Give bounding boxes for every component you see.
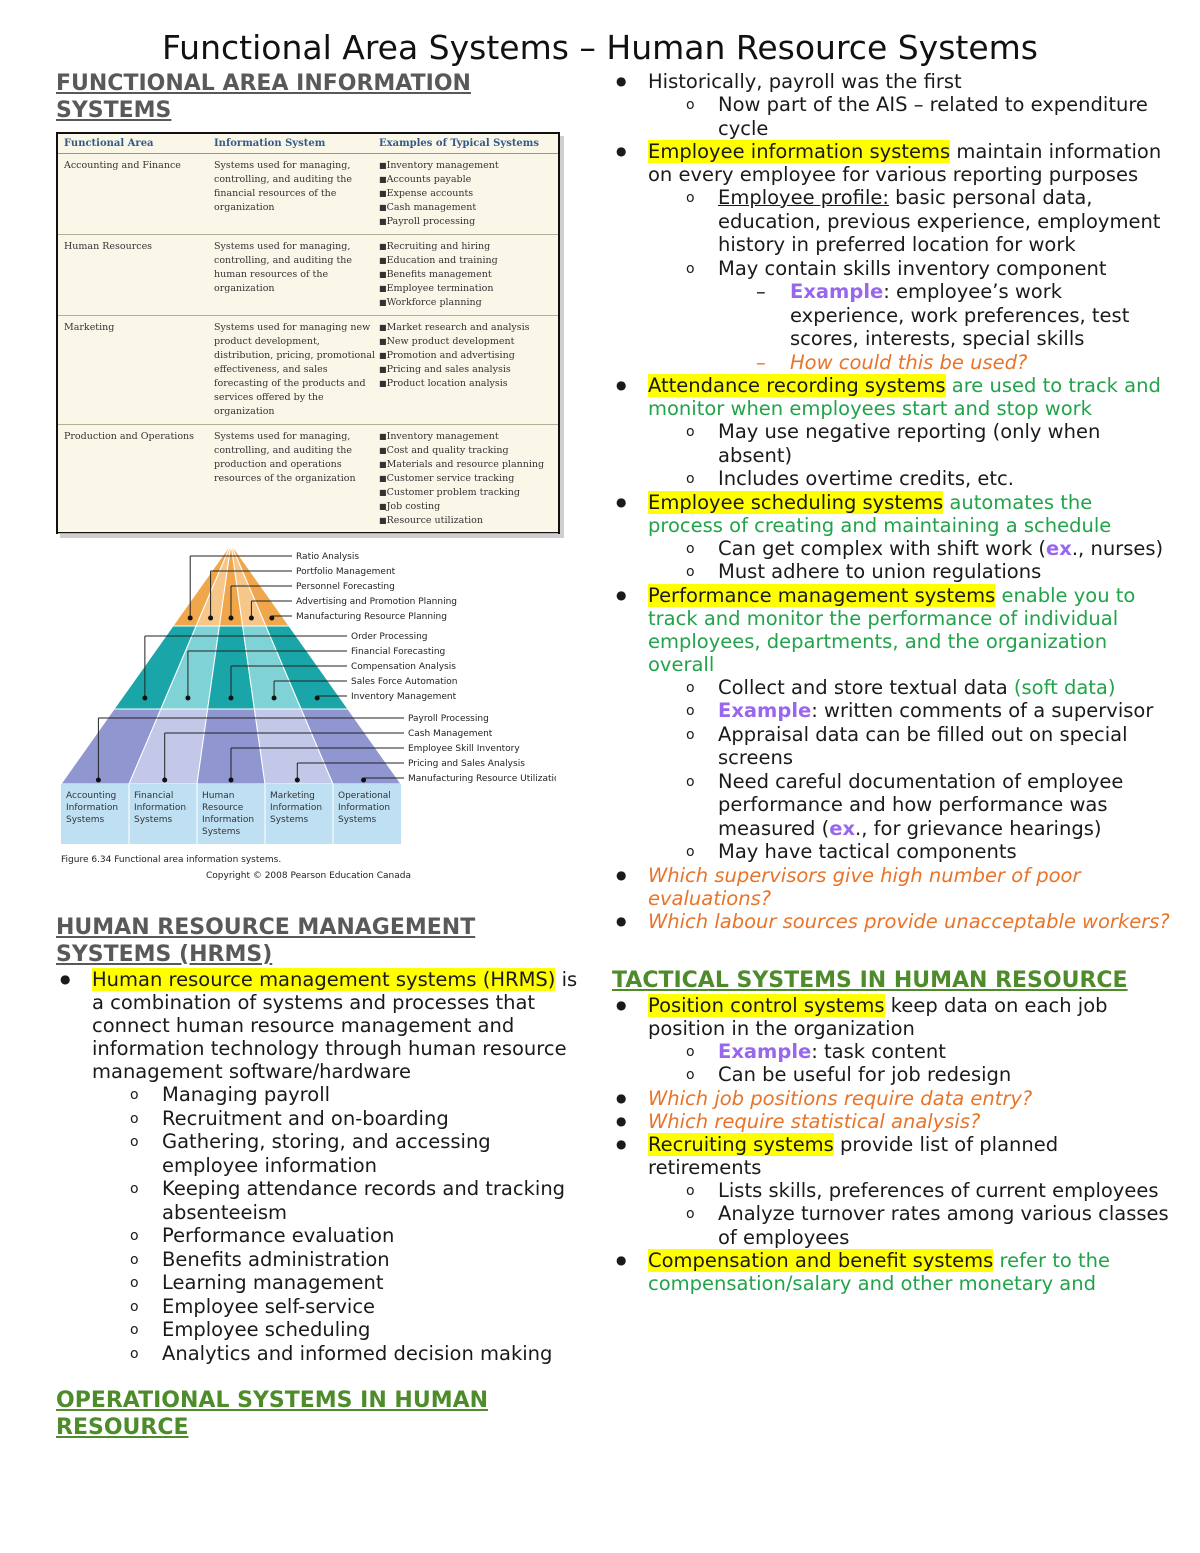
pyramid-dot xyxy=(269,616,274,621)
list-item xyxy=(612,374,1172,491)
soft-data-text: (soft data) xyxy=(1013,675,1116,699)
table-cell-area: Marketing xyxy=(64,322,115,333)
attendance-text: are used to track and monitor when employees start and stop work xyxy=(648,374,1161,420)
list-item xyxy=(648,186,1172,257)
pyramid-label: Sales Force Automation xyxy=(351,677,458,687)
list-item: o Analyze turnover rates among various classes of employees xyxy=(648,1202,1172,1249)
pyramid-label: Inventory Management xyxy=(351,692,457,702)
table-row xyxy=(58,316,558,425)
example-text: : employee’s work experience, work preferences, test scores, interests, special skills xyxy=(790,280,1130,350)
pyramid-dot xyxy=(361,778,366,783)
left-column xyxy=(56,70,586,1441)
scheduling-term: Employee scheduling systems xyxy=(648,490,944,514)
question-item: ● Which supervisors give high number of poor evaluations? xyxy=(612,864,1172,910)
pyramid-label: Cash Management xyxy=(408,729,493,739)
table-cell-examples xyxy=(379,321,552,419)
example-text: : written comments of a supervisor xyxy=(811,699,1154,722)
figure-copyright: Copyright © 2008 Pearson Education Canada xyxy=(206,871,411,881)
pyramid-label: Order Processing xyxy=(351,632,428,642)
example-item: ■ Recruiting and hiring xyxy=(379,240,552,254)
example-item: ■ Customer service tracking xyxy=(379,472,552,486)
pyramid-dot xyxy=(249,616,254,621)
tactical-heading: TACTICAL SYSTEMS IN HUMAN RESOURCE xyxy=(612,967,1128,993)
list-item: o Appraisal data can be filled out on special screens xyxy=(648,723,1172,770)
question-item: ● Which job positions require data entry? xyxy=(612,1087,1172,1110)
list-item: o Can be useful for job redesign xyxy=(648,1063,1172,1087)
performance-text: enable you to track and monitor the performance of individual employees, departments, and the organization overall xyxy=(648,583,1136,676)
table-cell-examples xyxy=(379,430,552,528)
pyramid-base-label: Human xyxy=(202,791,235,801)
hrms-item: o Gathering, storing, and accessing employee information xyxy=(92,1130,586,1177)
performance-term: Performance management systems xyxy=(648,583,996,607)
example-item: ■ Accounts payable xyxy=(379,173,552,187)
list-item xyxy=(648,257,1172,375)
list-item xyxy=(648,699,1172,723)
pyramid-dot xyxy=(96,778,101,783)
pyramid-dot xyxy=(162,778,167,783)
textual-data-text: Collect and store textual data xyxy=(718,675,1014,699)
page-title: Functional Area Systems – Human Resource Systems xyxy=(162,28,1038,67)
example-item: ■ Job costing xyxy=(379,500,552,514)
table-row xyxy=(58,425,558,534)
recruiting-term: Recruiting systems xyxy=(648,1132,834,1156)
pyramid-dot xyxy=(295,778,300,783)
list-item: o Now part of the AIS – related to expenditure cycle xyxy=(648,93,1172,140)
hrms-item: o Keeping attendance records and tracking absenteeism xyxy=(92,1177,586,1224)
pyramid-dot xyxy=(272,696,277,701)
pyramid-label: Compensation Analysis xyxy=(351,662,456,672)
hrms-item: o Employee scheduling xyxy=(92,1318,586,1342)
pyramid-base-label: Systems xyxy=(270,815,309,825)
hrms-heading: HUMAN RESOURCE MANAGEMENT SYSTEMS (HRMS) xyxy=(56,915,476,967)
pyramid-label: Ratio Analysis xyxy=(296,552,360,562)
compensation-text: refer to the compensation/salary and other monetary and xyxy=(648,1249,1110,1295)
table-cell-area: Human Resources xyxy=(64,241,153,252)
list-item xyxy=(612,70,1172,140)
documentation-text-end: ., for grievance hearings) xyxy=(855,816,1102,840)
pyramid-label: Personnel Forecasting xyxy=(296,582,395,592)
pyramid-label: Manufacturing Resource Planning xyxy=(296,612,447,622)
ex-label: ex xyxy=(829,816,856,840)
table-row xyxy=(58,235,558,316)
employee-profile-text: basic personal data, education, previous experience, employment history in preferred location for work xyxy=(718,186,1161,256)
list-item xyxy=(612,140,1172,374)
functional-area-table xyxy=(56,132,560,534)
example-label: Example xyxy=(718,699,812,722)
employee-info-term: Employee information systems xyxy=(648,140,951,163)
hrms-item: o Performance evaluation xyxy=(92,1224,586,1248)
list-item: o Lists skills, preferences of current employees xyxy=(648,1179,1172,1203)
table-cell-examples xyxy=(379,159,552,229)
table-header-row xyxy=(58,134,558,154)
pyramid-dot xyxy=(185,696,190,701)
example-item: ■ Inventory management xyxy=(379,159,552,173)
hrms-item: o Analytics and informed decision making xyxy=(92,1342,586,1366)
example-item: ■ Inventory management xyxy=(379,430,552,444)
example-item: ■ Cash management xyxy=(379,201,552,215)
pyramid-base-label: Resource xyxy=(202,803,244,813)
example-item: ■ New product development xyxy=(379,335,552,349)
pyramid-base-label: Systems xyxy=(202,827,241,837)
example-item: ■ Workforce planning xyxy=(379,296,552,310)
example-item: ■ Pricing and sales analysis xyxy=(379,363,552,377)
list-item: o Must adhere to union regulations xyxy=(648,560,1172,584)
pyramid-base-label: Systems xyxy=(338,815,377,825)
table-header-examples: Examples of Typical Systems xyxy=(379,138,540,149)
functional-area-heading: FUNCTIONAL AREA INFORMATION SYSTEMS xyxy=(56,71,471,123)
table-body xyxy=(58,154,558,534)
list-item xyxy=(612,584,1172,864)
table-cell-system: Systems used for managing, controlling, and auditing the production and operations resources of the organization xyxy=(214,431,356,484)
list-item xyxy=(612,994,1172,1087)
example-item: ■ Market research and analysis xyxy=(379,321,552,335)
employee-profile-term: Employee profile: xyxy=(718,186,889,209)
list-item xyxy=(648,1040,1172,1064)
list-item xyxy=(612,1249,1172,1295)
compensation-term: Compensation and benefit systems xyxy=(648,1249,994,1272)
question-item: ● Which require statistical analysis? xyxy=(612,1110,1172,1133)
pyramid-dot xyxy=(229,696,234,701)
pyramid-base-label: Information xyxy=(66,803,119,813)
question-item: – How could this be used? xyxy=(648,351,1172,375)
pyramid-base-label: Accounting xyxy=(66,791,117,801)
list-item xyxy=(612,491,1172,584)
hrms-definition-text: is a combination of systems and processes that connect human resource management and information technology through human resource management software/hardware xyxy=(92,968,578,1083)
list-item: o Includes overtime credits, etc. xyxy=(648,467,1172,491)
list-item xyxy=(648,676,1172,700)
example-item: ■ Resource utilization xyxy=(379,514,552,528)
pyramid-label: Manufacturing Resource Utilization xyxy=(408,774,556,784)
table-header-system: Information System xyxy=(214,138,326,149)
list-item: o May use negative reporting (only when absent) xyxy=(648,420,1172,467)
pyramid-base-label: Information xyxy=(134,803,187,813)
pyramid-dot xyxy=(229,616,234,621)
table-cell-system: Systems used for managing new product development, distribution, pricing, promotional effectiveness, and sales forecasting of the products and services offered by the organization xyxy=(214,322,376,417)
table-cell-area: Accounting and Finance xyxy=(64,160,181,171)
pyramid-label: Payroll Processing xyxy=(408,714,489,724)
documentation-text: Need careful documentation of employee performance and how performance was measured ( xyxy=(718,769,1124,840)
pyramid-dot xyxy=(188,616,193,621)
example-item: ■ Payroll processing xyxy=(379,215,552,229)
hrms-item: o Learning management xyxy=(92,1271,586,1295)
example-item: ■ Product location analysis xyxy=(379,377,552,391)
position-control-text: keep data on each job position in the organization xyxy=(648,993,1108,1040)
example-label: Example xyxy=(718,1039,812,1063)
pyramid-dot xyxy=(208,616,213,621)
pyramid-label: Portfolio Management xyxy=(296,567,396,577)
pyramid-dot xyxy=(142,696,147,701)
pyramid-base-label: Information xyxy=(338,803,391,813)
pyramid-label: Advertising and Promotion Planning xyxy=(296,597,457,607)
example-item: ■ Materials and resource planning xyxy=(379,458,552,472)
table-cell-examples xyxy=(379,240,552,310)
attendance-term: Attendance recording systems xyxy=(648,374,946,397)
position-control-term: Position control systems xyxy=(648,993,885,1017)
example-item: ■ Benefits management xyxy=(379,268,552,282)
question-item: ● Which labour sources provide unacceptable workers? xyxy=(612,910,1172,933)
example-label: Example xyxy=(790,280,884,303)
pyramid-base-label: Information xyxy=(202,815,255,825)
pyramid-base-label: Information xyxy=(270,803,323,813)
tactical-list xyxy=(612,994,1172,1296)
example-item: ■ Education and training xyxy=(379,254,552,268)
hrms-item: o Recruitment and on-boarding xyxy=(92,1107,586,1131)
pyramid-base-label: Marketing xyxy=(270,791,315,801)
example-text: : task content xyxy=(811,1039,946,1063)
pyramid-label: Pricing and Sales Analysis xyxy=(408,759,525,769)
hrms-definition xyxy=(56,968,586,1365)
table-cell-system: Systems used for managing, controlling, and auditing the financial resources of the organization xyxy=(214,160,353,213)
hrms-item: o Employee self-service xyxy=(92,1295,586,1319)
pyramid-label: Financial Forecasting xyxy=(351,647,446,657)
hrms-item: o Benefits administration xyxy=(92,1248,586,1272)
pyramid-dot xyxy=(315,696,320,701)
list-item: o May have tactical components xyxy=(648,840,1172,864)
shift-text-end: ., nurses) xyxy=(1071,536,1164,560)
hrms-items xyxy=(92,1083,586,1365)
operational-heading: OPERATIONAL SYSTEMS IN HUMAN RESOURCE xyxy=(56,1388,489,1440)
payroll-bullet: Historically, payroll was the first xyxy=(648,70,962,93)
example-item: ■ Employee termination xyxy=(379,282,552,296)
example-item: ■ Cost and quality tracking xyxy=(379,444,552,458)
table-header-area: Functional Area xyxy=(64,138,154,149)
pyramid-base-label: Systems xyxy=(66,815,105,825)
ex-label: ex xyxy=(1046,536,1072,560)
scheduling-text: automates the process of creating and maintaining a schedule xyxy=(648,490,1112,537)
hrms-item: o Managing payroll xyxy=(92,1083,586,1107)
figure-caption: Figure 6.34 Functional area information systems. xyxy=(61,855,282,865)
example-item: ■ Customer problem tracking xyxy=(379,486,552,500)
hrms-list xyxy=(56,968,586,1365)
shift-text: Can get complex with shift work ( xyxy=(718,536,1047,560)
recruiting-text: provide list of planned retirements xyxy=(648,1132,1059,1179)
table-cell-system: Systems used for managing, controlling, and auditing the human resources of the organization xyxy=(214,241,353,294)
list-item xyxy=(648,770,1172,841)
functional-area-pyramid xyxy=(56,544,556,894)
pyramid-base-label: Systems xyxy=(134,815,173,825)
list-item xyxy=(648,280,1172,351)
right-column xyxy=(612,70,1172,1295)
table-row xyxy=(58,154,558,235)
table-cell-area: Production and Operations xyxy=(64,431,195,442)
pyramid-base-label: Financial xyxy=(134,791,174,801)
operational-list xyxy=(612,70,1172,933)
pyramid-dot xyxy=(229,778,234,783)
employee-info-text: maintain information on every employee for various reporting purposes xyxy=(648,140,1162,186)
hrms-term: Human resource management systems (HRMS) xyxy=(92,968,556,991)
list-item xyxy=(648,537,1172,561)
example-item: ■ Promotion and advertising xyxy=(379,349,552,363)
pyramid-label: Employee Skill Inventory xyxy=(408,744,520,754)
skills-inventory-text: May contain skills inventory component xyxy=(718,256,1107,280)
list-item xyxy=(612,1133,1172,1250)
pyramid-figure xyxy=(56,544,556,894)
pyramid-base-label: Operational xyxy=(338,791,391,801)
example-item: ■ Expense accounts xyxy=(379,187,552,201)
